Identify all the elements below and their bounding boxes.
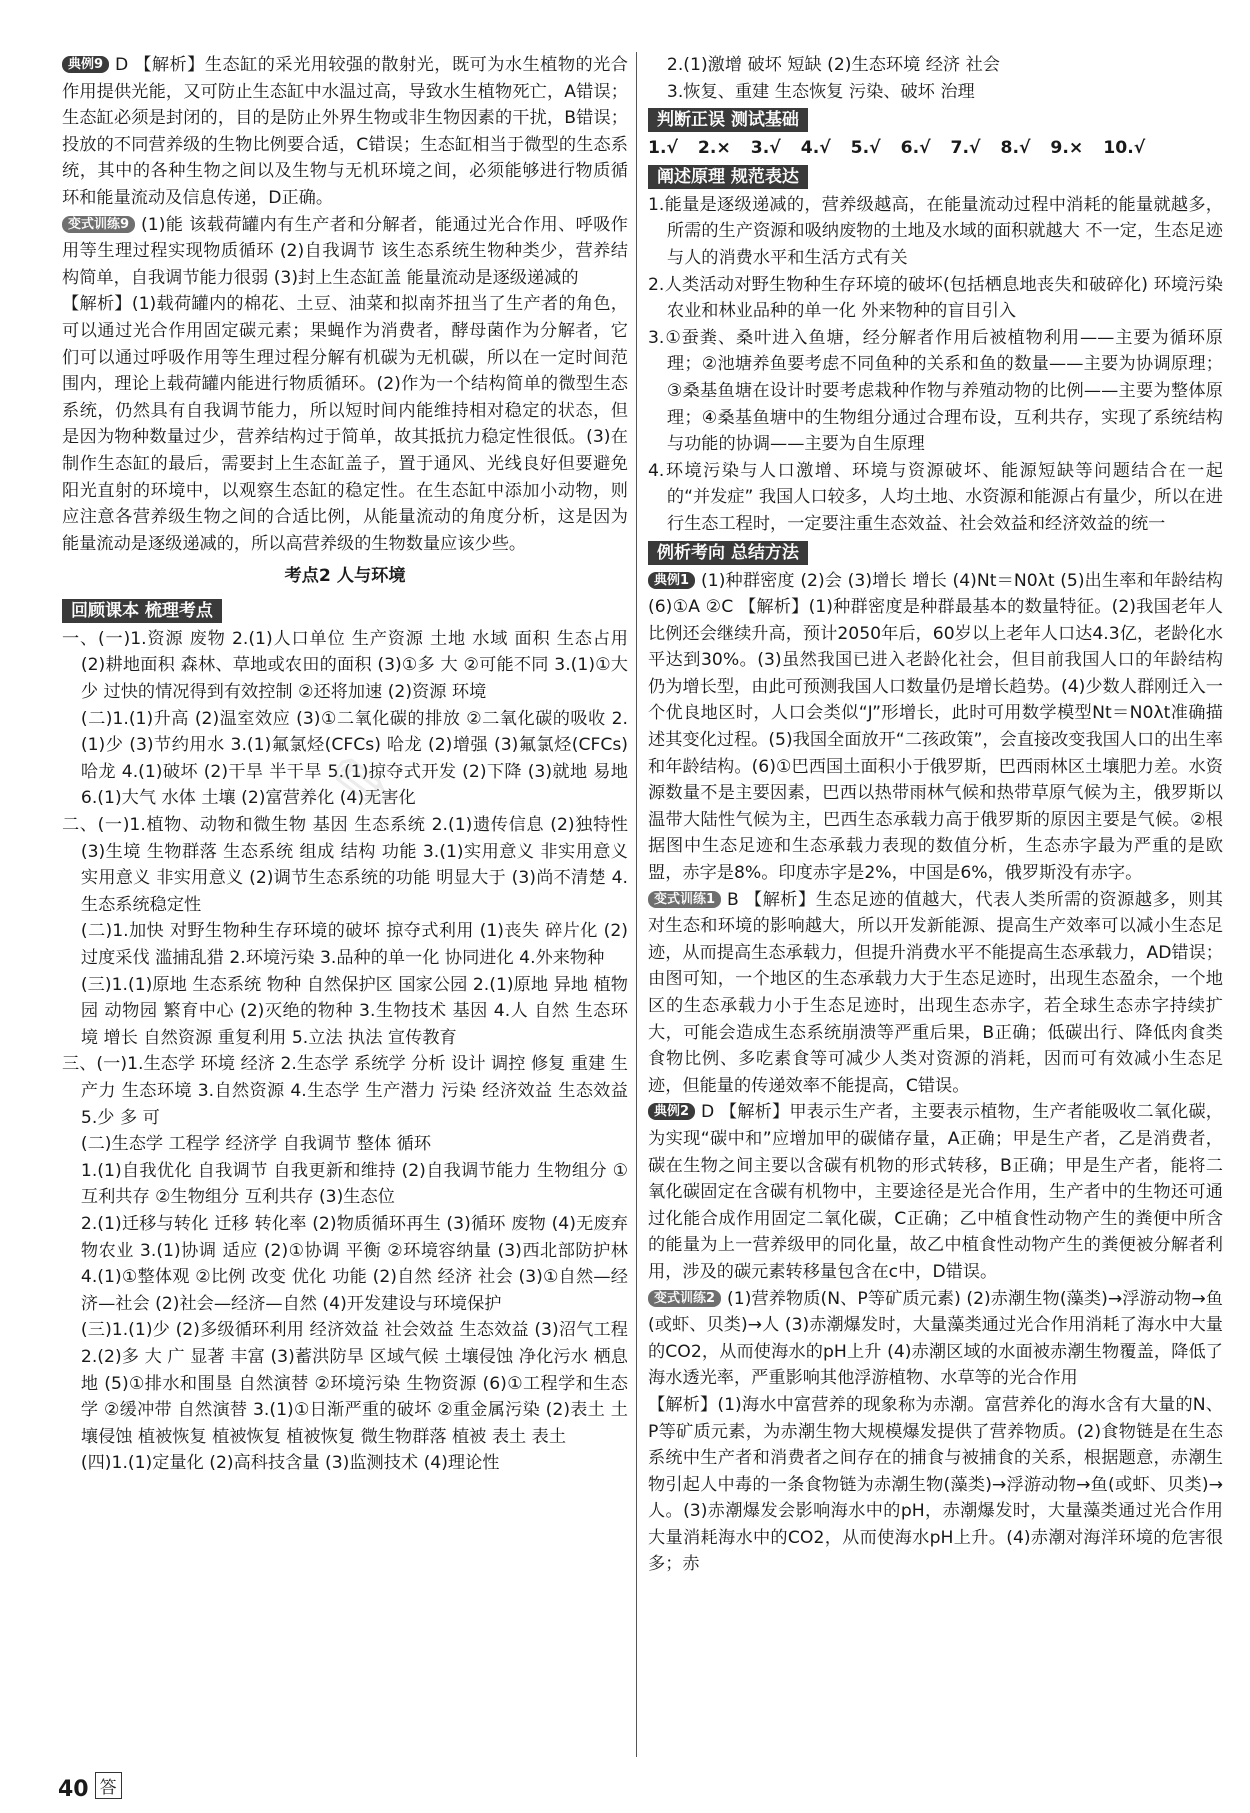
section-bar-judge: 判断正误 测试基础 xyxy=(648,108,808,132)
answer-label: 答 xyxy=(95,1772,122,1799)
section-heading: 考点2 人与环境 xyxy=(284,566,406,587)
variant-2-analysis: 【解析】(1)海水中富营养的现象称为赤潮。富营养化的海水含有大量的N、P等矿质元素，为赤潮生物大规模爆发提供了营养物质。(2)食物链是在生态系统中生产者和消费者之间存在的捕食与被捕食的关系，根据题意，赤潮生物引起人中毒的一条食物链为赤潮生物(藻类)→浮游动物→鱼(或虾、贝类)→人。(3)赤潮爆发会影响海水中的pH，赤潮爆发时，大量藻类通过光合作用大量消耗海水中的CO2，从而使海水pH上升。(4)赤潮对海洋环境的危害很多；赤 xyxy=(648,1394,1223,1575)
explain-1: 1.能量是逐级递减的，营养级越高，在能量流动过程中消耗的能量就越多，所需的生产资源和吸纳废物的土地及水域的面积就越大 不一定，生态足迹与人的消费水平和生活方式有关 xyxy=(648,194,1223,268)
explain-4: 4.环境污染与人口激增、环境与资源破坏、能源短缺等问题结合在一起的“并发症” 我国人口较多，人均土地、水资源和能源占有量少，所以在进行生态工程时，一定要注重生态效益、社会效益和经济效益的统一 xyxy=(648,460,1223,534)
right-column xyxy=(648,52,1223,1578)
example-1-text: (1)种群密度 (2)会 (3)增长 增长 (4)Nt＝N0λt (5)出生率和年龄结构 (6)①A ②C 【解析】(1)种群密度是种群最基本的数量特征。(2)我国老年人比例还会继续升高，预计2050年后，60岁以上老年人口达4.3亿，老龄化水平达到30%。(3)虽然我国已进入老龄化社会，但目前我国人口的年龄结构仍为增长型，由此可预测我国人口数量仍是增长趋势。(4)少数人群刚迁入一个优良地区时，人口会类似“J”形增长，此时可用数学模型Nt＝N0λt准确描述其变化过程。(5)我国全面放开“二孩政策”，会直接改变我国人口的出生率和年龄结构。(6)①巴西国土面积小于俄罗斯，巴西雨林区土壤肥力差。水资源数量不是主要因素，巴西以热带雨林气候和热带草原气候为主，俄罗斯以温带大陆性气候为主，巴西生态承载力高于俄罗斯的原因主要是气候。②根据图中生态足迹和生态承载力表现的数值分析，生态赤字最为严重的是欧盟，赤字是8%。印度赤字是2%，中国是6%，俄罗斯没有赤字。 xyxy=(648,570,1223,884)
review-answer-line: (二)1.加快 对野生物种生存环境的破坏 掠夺式利用 (1)丧失 碎片化 (2)过度采伐 滥捕乱猎 2.环境污染 3.品种的单一化 协同进化 4.外来物种 xyxy=(80,921,628,968)
review-answer-line: (四)1.(1)定量化 (2)高科技含量 (3)监测技术 (4)理论性 xyxy=(80,1453,500,1474)
section-bar-examples: 例析考向 总结方法 xyxy=(648,541,808,565)
review-answer-line: 三、(一)1.生态学 环境 经济 2.生态学 系统学 分析 设计 调控 修复 重建 生产力 生态环境 3.自然资源 4.生态学 生产潜力 污染 经济效益 生态效益 5.少 多 可 xyxy=(62,1054,628,1128)
explain-3: 3.①蚕粪、桑叶进入鱼塘，经分解者作用后被植物利用——主要为循环原理；②池塘养鱼要考虑不同鱼种的关系和鱼的数量——主要为协调原理；③桑基鱼塘在设计时要考虑栽种作物与养殖动物的比例——主要为整体原理；④桑基鱼塘中的生物组分通过合理布设，互利共存，实现了系统结构与功能的协调——主要为自生原理 xyxy=(648,327,1223,455)
example-1 xyxy=(648,568,1223,887)
example-1-tag: 典例1 xyxy=(648,572,695,589)
section-bar-review: 回顾课本 梳理考点 xyxy=(62,599,222,623)
section-bar-explain: 阐述原理 规范表达 xyxy=(648,165,808,189)
review-line-2: 2.(1)激增 破坏 短缺 (2)生态环境 经济 社会 xyxy=(666,55,1000,75)
review-answer-line: (三)1.(1)原地 生态系统 物种 自然保护区 国家公园 2.(1)原地 异地 植物园 动物园 繁育中心 (2)灭绝的物种 3.生物技术 基因 4.人 自然 生态环境 增长 自然资源 重复利用 5.立法 执法 宣传教育 xyxy=(80,974,628,1048)
review-answer-line: (二)1.(1)升高 (2)温室效应 (3)①二氧化碳的排放 ②二氧化碳的吸收 2.(1)少 (3)节约用水 3.(1)氟氯烃(CFCs) 哈龙 (2)增强 (3)氟氯烃(CFCs) 哈龙 4.(1)破坏 (2)干旱 半干旱 5.(1)掠夺式开发 (2)下降 (3)就地 易地 6.(1)大气 水体 土壤 (2)富营养化 (4)无害化 xyxy=(80,708,628,809)
review-answer-line: (二)生态学 工程学 经济学 自我调节 整体 循环 xyxy=(80,1134,432,1155)
variant-1-tag: 变式训练1 xyxy=(648,891,721,908)
variant-9 xyxy=(62,212,628,292)
variant-1 xyxy=(648,887,1223,1100)
review-answer-line: 一、(一)1.资源 废物 2.(1)人口单位 生产资源 土地 水域 面积 生态占用 (2)耕地面积 森林、草地或农田的面积 (3)①多 大 ②可能不同 3.(1)①大 少 过快的情况得到有效控制 ②还将加速 (2)资源 环境 xyxy=(62,628,628,703)
variant-1-text: B 【解析】生态足迹的值越大，代表人类所需的资源越多，则其对生态和环境的影响越大，所以开发新能源、提高生产效率可以减小生态足迹，从而提高生态承载力，但提升消费水平不能提高生态承载力，AD错误；由图可知，一个地区的生态承载力大于生态足迹时，出现生态盈余，一个地区的生态承载力小于生态足迹时，出现生态赤字，若全球生态赤字持续扩大，可能会造成生态系统崩溃等严重后果，B正确；低碳出行、降低肉食类食物比例、多吃素食等可减少人类对资源的消耗，因而可有效减小生态足迹，但能量的传递效率不能提高，C错误。 xyxy=(648,889,1223,1096)
example-2 xyxy=(648,1099,1223,1285)
review-answer-line: 二、(一)1.植物、动物和微生物 基因 生态系统 2.(1)遗传信息 (2)独特性 (3)生境 生物群落 生态系统 组成 结构 功能 3.(1)实用意义 非实用意义 实用意义 非实用意义 (2)调节生态系统的功能 明显大于 (3)尚不清楚 4.生态系统稳定性 xyxy=(62,815,628,915)
example-9 xyxy=(62,52,628,212)
review-answer-line: 1.(1)自我优化 自我调节 自我更新和维持 (2)自我调节能力 生物组分 ①互利共存 ②生物组分 互利共存 (3)生态位 xyxy=(80,1160,628,1208)
column-divider xyxy=(636,52,637,1757)
watermark: ✎ xyxy=(323,735,404,838)
example-2-text: D 【解析】甲表示生产者，主要表示植物，生产者能吸收二氧化碳，为实现“碳中和”应增加甲的碳储存量，A正确；甲是生产者，乙是消费者，碳在生物之间主要以含碳有机物的形式转移，B正确；甲是生产者，能将二氧化碳固定在含碳有机物中，主要途径是光合作用，生产者中的生物还可通过化能合成作用固定二氧化碳，C正确；乙中植食性动物产生的粪便中所含的能量为上一营养级甲的同化量，故乙中植食性动物产生的粪便被分解者利用，涉及的碳元素转移量包含在c中，D错误。 xyxy=(648,1102,1223,1282)
explain-2: 2.人类活动对野生物种生存环境的破坏(包括栖息地丧失和破碎化) 环境污染 农业和林业品种的单一化 外来物种的盲目引入 xyxy=(648,274,1223,322)
page-number: 40 xyxy=(58,1777,89,1802)
example-9-tag: 典例9 xyxy=(62,56,109,73)
example-9-text: D 【解析】生态缸的采光用较强的散射光，既可为水生植物的光合作用提供光能，又可防止生态缸中水温过高，导致水生植物死亡，A错误；生态缸必须是封闭的，目的是防止外界生物或非生物因素的干扰，B错误；投放的不同营养级的生物比例要合适，C错误；生态缸相当于微型的生态系统，其中的各种生物之间以及生物与无机环境之间，必须能够进行物质循环和能量流动及信息传递，D正确。 xyxy=(62,55,628,208)
variant-9-analysis: 【解析】(1)载荷罐内的棉花、土豆、油菜和拟南芥扭当了生产者的角色，可以通过光合作用固定碳元素；果蝇作为消费者，酵母菌作为分解者，它们可以通过呼吸作用等生理过程分解有机碳为无机碳，所以在一定时间范围内，理论上载荷罐内能进行物质循环。(2)作为一个结构简单的微型生态系统，仍然具有自我调节能力，所以短时间内能维持相对稳定的状态，但是因为物种数量过少，营养结构过于简单，故其抵抗力稳定性很低。(3)在制作生态缸的最后，需要封上生态缸盖子，置于通风、光线良好但要避免阳光直射的环境中，以观察生态缸的稳定性。在生态缸中添加小动物，则应注意各营养级生物之间的合适比例，从能量流动的角度分析，这是因为能量流动是逐级递减的，所以高营养级的生物数量应该少些。 xyxy=(62,294,628,554)
variant-2-text: (1)营养物质(N、P等矿质元素) (2)赤潮生物(藻类)→浮游动物→鱼(或虾、贝类)→人 (3)赤潮爆发时，大量藻类通过光合作用消耗了海水中大量的CO2，从而使海水的pH上升 (4)赤潮区域的水面被赤潮生物覆盖，降低了海水透光率，严重影响其他浮游植物、水草等的光合作用 xyxy=(648,1288,1223,1389)
judge-answers: 1.√ 2.× 3.√ 4.√ 5.√ 6.√ 7.√ 8.√ 9.× 10.√ xyxy=(648,138,1146,159)
variant-9-tag: 变式训练9 xyxy=(62,216,135,233)
review-answer-line: (三)1.(1)少 (2)多级循环利用 经济效益 社会效益 生态效益 (3)沼气工程 2.(2)多 大 广 显著 丰富 (3)蓄洪防旱 区域气候 土壤侵蚀 净化污水 栖息地 (5)①排水和围垦 自然演替 ②环境污染 生物资源 (6)①工程学和生态学 ②缓冲带 自然演替 3.(1)①日渐严重的破坏 ②重金属污染 (2)表土 土壤侵蚀 植被恢复 植被恢复 植被恢复 微生物群落 植被 表土 表土 xyxy=(80,1320,628,1447)
review-line-3: 3.恢复、重建 生态恢复 污染、破坏 治理 xyxy=(666,81,975,102)
example-2-tag: 典例2 xyxy=(648,1103,695,1120)
variant-9-text: (1)能 该载荷罐内有生产者和分解者，能通过光合作用、呼吸作用等生理过程实现物质循环 (2)自我调节 该生态系统生物种类少，营养结构简单，自我调节能力很弱 (3)封上生态缸盖 能量流动是逐级递减的 xyxy=(62,214,628,288)
variant-2-tag: 变式训练2 xyxy=(648,1290,721,1307)
review-answer-line: 2.(1)迁移与转化 迁移 转化率 (2)物质循环再生 (3)循环 废物 (4)无废弃物农业 3.(1)协调 适应 (2)①协调 平衡 ②环境容纳量 (3)西北部防护林 4.(1)①整体观 ②比例 改变 优化 功能 (2)自然 经济 社会 (3)①自然—经济—社会 (2)社会—经济—自然 (4)开发建设与环境保护 xyxy=(80,1213,628,1314)
page-footer xyxy=(58,1772,122,1802)
variant-2 xyxy=(648,1286,1223,1392)
